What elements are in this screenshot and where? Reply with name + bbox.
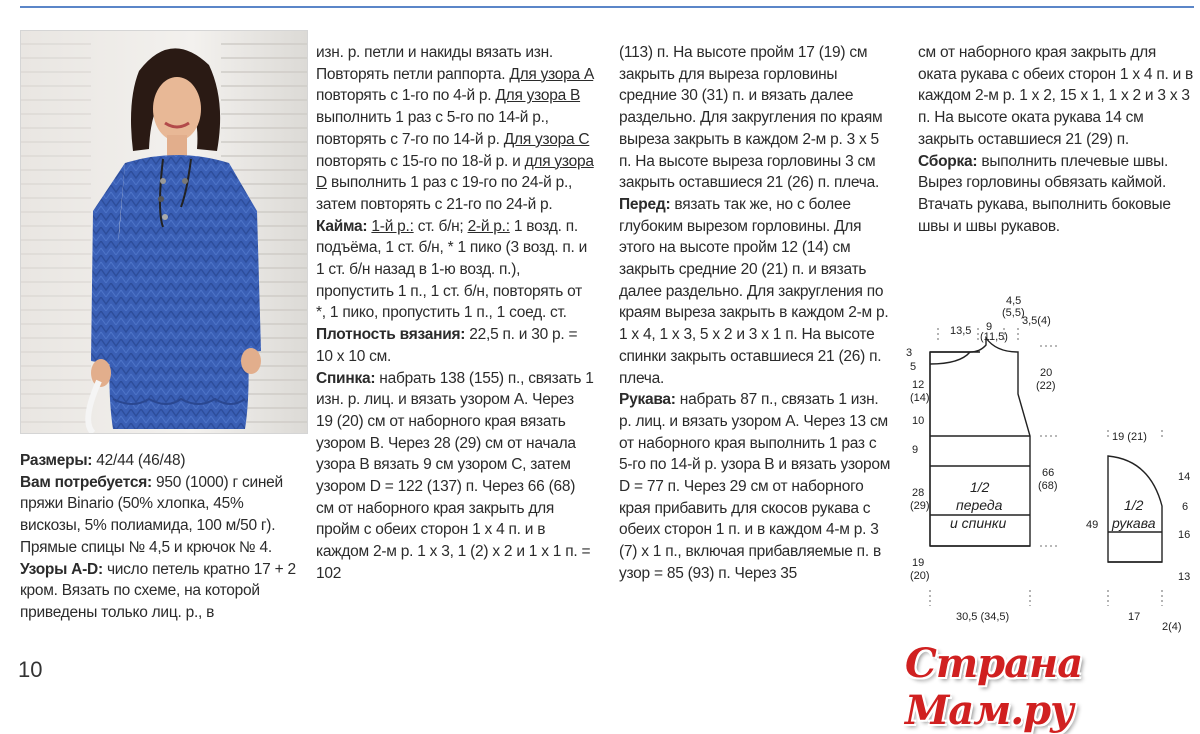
text-span: повторять с 1-го по 4-й р.	[316, 87, 496, 105]
sleeves-label: Рукава:	[619, 391, 676, 409]
front-value: вязать так же, но с более глубоким вырезом горловины. Для этого на высоте пройм 12 (14) см закрыть средние 20 (21) п. и вязать далее раздельно. Для закругления по краям выреза закрыть в каждом 2-м р. 1 х 4, 1 х 3, 5 х 2 и 3 х 1 п. На высоте спинки закрыть оставшиеся 21 (26) п. плеча.	[619, 195, 889, 387]
dim-label: 12	[912, 379, 925, 391]
assembly-label: Сборка:	[918, 152, 978, 170]
density-label: Плотность вязания:	[316, 326, 466, 344]
sizes-paragraph	[20, 450, 302, 472]
pattern-b-ref: Для узора B	[495, 87, 581, 105]
back-value: набрать 138 (155) п., связать 1 изн. р. лиц. и вязать узором A. Через 19 (20) см от наборного края вязать узором B. Через 28 (29) см от начала узора B вязать 9 см узором C, затем узором D = 122 (137) п. Через 66 (68) см от наборного края закрыть для пройм с обеих сторон 1 х 4 п. и в каждом 2-м р. 1 х 3, 1 (2) х 2 и 1 х 1 п. = 102	[316, 369, 594, 582]
model-photo	[20, 30, 308, 434]
dim-label: 6	[1182, 501, 1189, 513]
site-watermark: Страна Мам.ру	[905, 640, 1083, 734]
row-1-ref: 1-й р.:	[371, 217, 414, 235]
sizes-value: 42/44 (46/48)	[92, 452, 186, 469]
assembly-paragraph	[918, 151, 1196, 238]
materials-label: Вам потребуется:	[20, 473, 152, 491]
sleeve-piece-label: 1/2	[1124, 497, 1144, 513]
patterns-label: Узоры A-D:	[20, 560, 103, 578]
dim-label: 16	[1178, 529, 1191, 541]
sleeve-piece-label: рукава	[1112, 515, 1156, 531]
text-span: выполнить 1 раз с 5-го по 14-й р., повторять с 7-го по 14-й р.	[316, 109, 549, 148]
row-2-ref: 2-й р.:	[467, 217, 510, 235]
sleeves-paragraph	[619, 389, 893, 584]
dim-label: (68)	[1038, 480, 1058, 492]
dim-label: 3,5(4)	[1022, 315, 1051, 327]
dim-label: 9	[986, 321, 993, 333]
dim-label: 17	[1128, 611, 1141, 623]
dim-label: 10	[912, 415, 925, 427]
top-rule	[20, 6, 1194, 8]
tunic-photo-illustration	[21, 31, 307, 433]
dim-label: 28	[912, 487, 925, 499]
dim-label: 20	[1040, 367, 1053, 379]
front-paragraph	[619, 194, 893, 389]
text-column-2	[316, 42, 594, 585]
dim-label: (5,5)	[1002, 307, 1025, 319]
dim-label: 30,5 (34,5)	[956, 611, 1010, 623]
text-column-3	[619, 42, 893, 585]
text-column-1	[20, 450, 302, 624]
text-span: ст. б/н;	[413, 217, 468, 235]
body-piece-label: и спинки	[950, 515, 1007, 531]
text-span: изн. р. петли и накиды вязать изн. Повторять петли раппорта.	[316, 44, 553, 83]
edging-label: Кайма:	[316, 217, 368, 235]
back-paragraph	[316, 368, 594, 585]
text-span: повторять с 15-го по 18-й р. и	[316, 152, 525, 170]
dim-label: 19	[912, 557, 925, 569]
text-span: выполнить 1 раз с 19-го по 24-й р., затем повторять с 21-го по 24-й р.	[316, 174, 573, 213]
back-continued-paragraph: (113) п. На высоте пройм 17 (19) см закрыть для выреза горловины средние 30 (31) п. и вязать далее раздельно. Для закругления по краям выреза закрыть в каждом 2-м р. 3 х 5 п. На высоте выреза горловины 3 см закрыть оставшиеся 21 (26) п. плеча.	[619, 44, 883, 192]
page-number: 10	[18, 657, 43, 682]
dim-label: 19 (21)	[1112, 431, 1147, 443]
dim-label: 14	[1178, 471, 1191, 483]
dim-label: (22)	[1036, 380, 1056, 392]
dim-label: 66	[1042, 467, 1055, 479]
dim-label: (14)	[910, 392, 930, 404]
dim-label: 3	[906, 347, 913, 359]
dim-label: 13	[1178, 571, 1191, 583]
sleeves-continued-paragraph: см от наборного края закрыть для оката рукава с обеих сторон 1 х 4 п. и в каждом 2-м р. 1 х 2, 15 х 1, 1 х 2 и 3 х 3 п. На высоте оката рукава 14 см закрыть оставшиеся 21 (29) п.	[918, 44, 1194, 148]
edging-paragraph	[316, 216, 594, 325]
density-paragraph	[316, 324, 594, 367]
body-piece-label: 1/2	[970, 479, 990, 495]
assembly-value: выполнить плечевые швы. Вырез горловины обвязать каймой. Втачать рукава, выполнить боковые швы и швы рукавов.	[918, 152, 1171, 235]
text-column-4	[918, 42, 1196, 237]
dim-label: 9	[912, 444, 919, 456]
materials-value: 950 (1000) г синей пряжи Binario (50% хлопка, 45% вискозы, 5% полиамида, 100 м/50 г). Прямые спицы № 4,5 и крючок № 4.	[20, 473, 283, 556]
body-piece-label: переда	[956, 497, 1003, 513]
patterns-paragraph	[20, 559, 302, 624]
pattern-schematic	[900, 290, 1200, 640]
dim-label: 49	[1086, 519, 1099, 531]
pattern-a-ref: Для узора A	[509, 65, 594, 83]
back-label: Спинка:	[316, 369, 376, 387]
dim-label: 4,5	[1006, 295, 1022, 307]
front-label: Перед:	[619, 195, 671, 213]
sizes-label: Размеры:	[20, 452, 93, 469]
sleeves-value: набрать 87 п., связать 1 изн. р. лиц. и вязать узором A. Через 13 см от наборного края выполнить 1 раз с 5-го по 14-й р. узора B и вязать узором D = 77 п. Через 29 см от наборного края прибавить для скосов рукава с обеих сторон 1 п. и в каждом 4-м р. 3 (7) х 1 п., включая прибавляемые п. в узор = 85 (93) п. Через 35	[619, 391, 891, 582]
text-span: 1 возд. п. подъёма, 1 ст. б/н, * 1 пико (3 возд. п. и 1 ст. б/н назад в 1-ю возд. п.), пропустить 1 п., 1 ст. б/н, повторять от *, 1 пико, пропустить 1 п., 1 соед. ст.	[316, 217, 587, 322]
pattern-c-ref: Для узора C	[503, 130, 590, 148]
patterns-continued-paragraph	[316, 42, 594, 216]
dim-label: 5	[910, 361, 917, 373]
density-value: 22,5 п. и 30 р. = 10 х 10 см.	[316, 326, 578, 365]
dim-label: 2(4)	[1162, 621, 1182, 633]
neckline-curve	[930, 352, 970, 364]
dim-label: (29)	[910, 500, 930, 512]
dim-label: 13,5	[950, 325, 972, 337]
pattern-d-ref: для узора D	[316, 152, 594, 192]
dim-label: (11,5)	[980, 331, 1008, 343]
materials-paragraph	[20, 472, 302, 559]
dim-label: (20)	[910, 570, 930, 582]
patterns-value: число петель кратно 17 + 2 кром. Вязать по схеме, на которой приведены только лиц. р., в	[20, 560, 296, 621]
